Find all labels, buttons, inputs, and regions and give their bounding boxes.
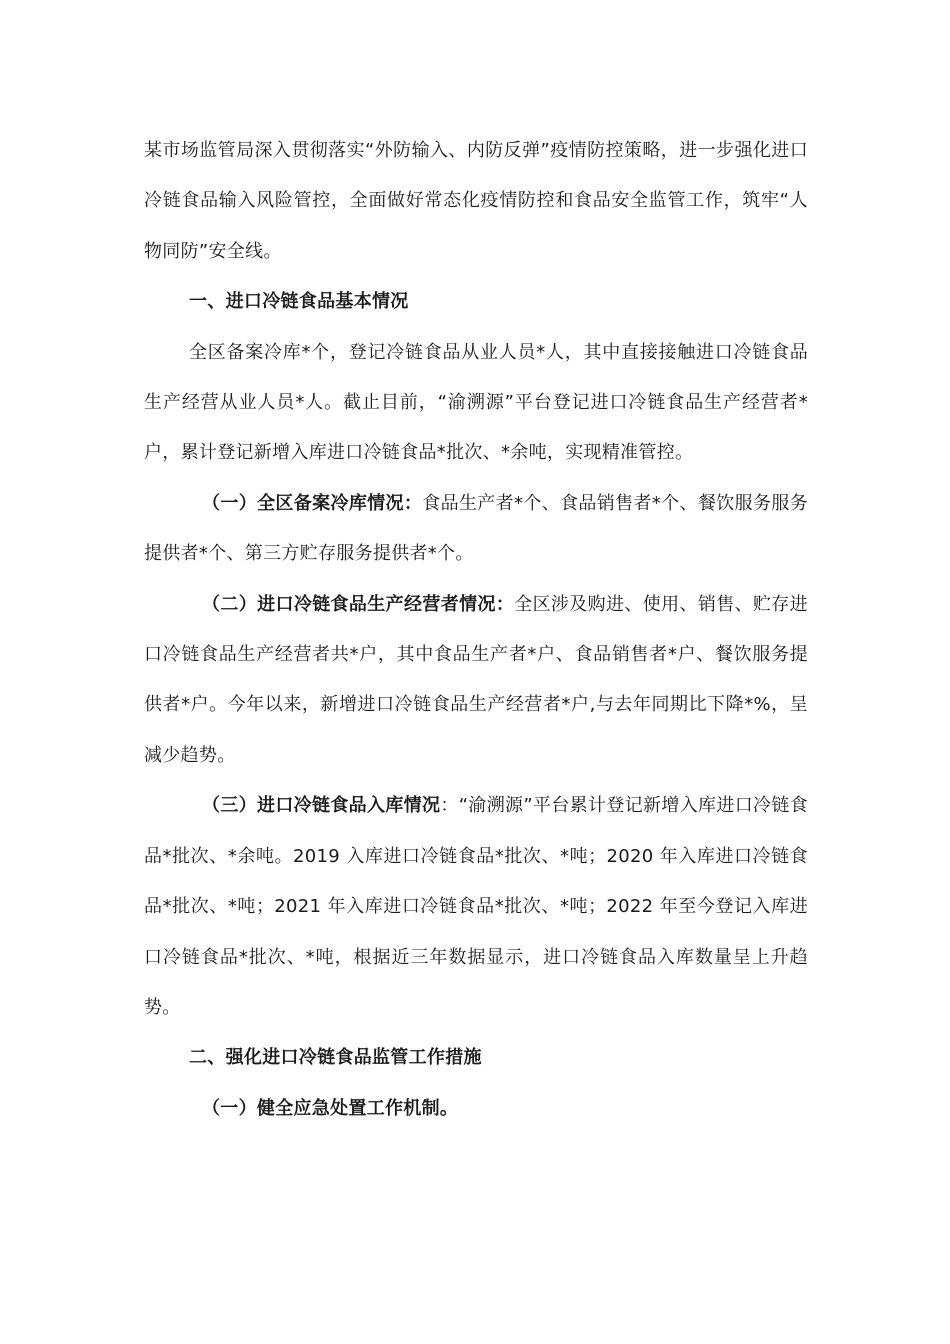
item-text: 食品生产者*个、食品销售者*个、餐饮服务服务提供者*个、第三方贮存服务提供者*个。 [144,492,808,565]
section-1-heading: 一、进口冷链食品基本情况 [189,291,409,313]
item-text: 全区涉及购进、使用、销售、贮存进口冷链食品生产经营者共*户，其中食品生产者*户、食品销售者*户、餐饮服务提供者*户。今年以来，新增进口冷链食品生产经营者*户,与去年同期比下降*%，呈减少趋势。 [144,593,808,766]
document-body [144,126,808,1134]
item-label: （三）进口冷链食品入库情况 [202,795,441,817]
intro-paragraph: 某市场监管局深入贯彻落实“外防输入、内防反弹”疫情防控策略，进一步强化进口冷链食品输入风险管控，全面做好常态化疫情防控和食品安全监管工作，筑牢“人物同防”安全线。 [144,140,808,262]
item-label: （二）进口冷链食品生产经营者情况： [202,593,515,615]
section-1-item-3 [144,781,808,1033]
section-2-heading: 二、强化进口冷链食品监管工作措施 [189,1047,482,1069]
section-2-item-1: （一）健全应急处置工作机制。 [202,1097,459,1119]
section-1-summary: 全区备案冷库*个，登记冷链食品从业人员*人，其中直接接触进口冷链食品生产经营从业人员*人。截止目前，“渝溯源”平台登记进口冷链食品生产经营者*户，累计登记新增入库进口冷链食品*批次、*余吨，实现精准管控。 [144,341,808,464]
section-1-item-1 [144,479,808,580]
section-1-item-2 [144,580,808,782]
item-label: （一）全区备案冷库情况： [202,492,423,514]
item-text: ：“渝溯源”平台累计登记新增入库进口冷链食品*批次、*余吨。2019 入库进口冷链食品*批次、*吨；2020 年入库进口冷链食品*批次、*吨；2021 年入库进口冷链食品*批次、*吨；2022 年至今登记入库进口冷链食品*批次、*吨，根据近三年数据显示，进口冷链食品入库数量呈上升趋势。 [144,795,808,1018]
